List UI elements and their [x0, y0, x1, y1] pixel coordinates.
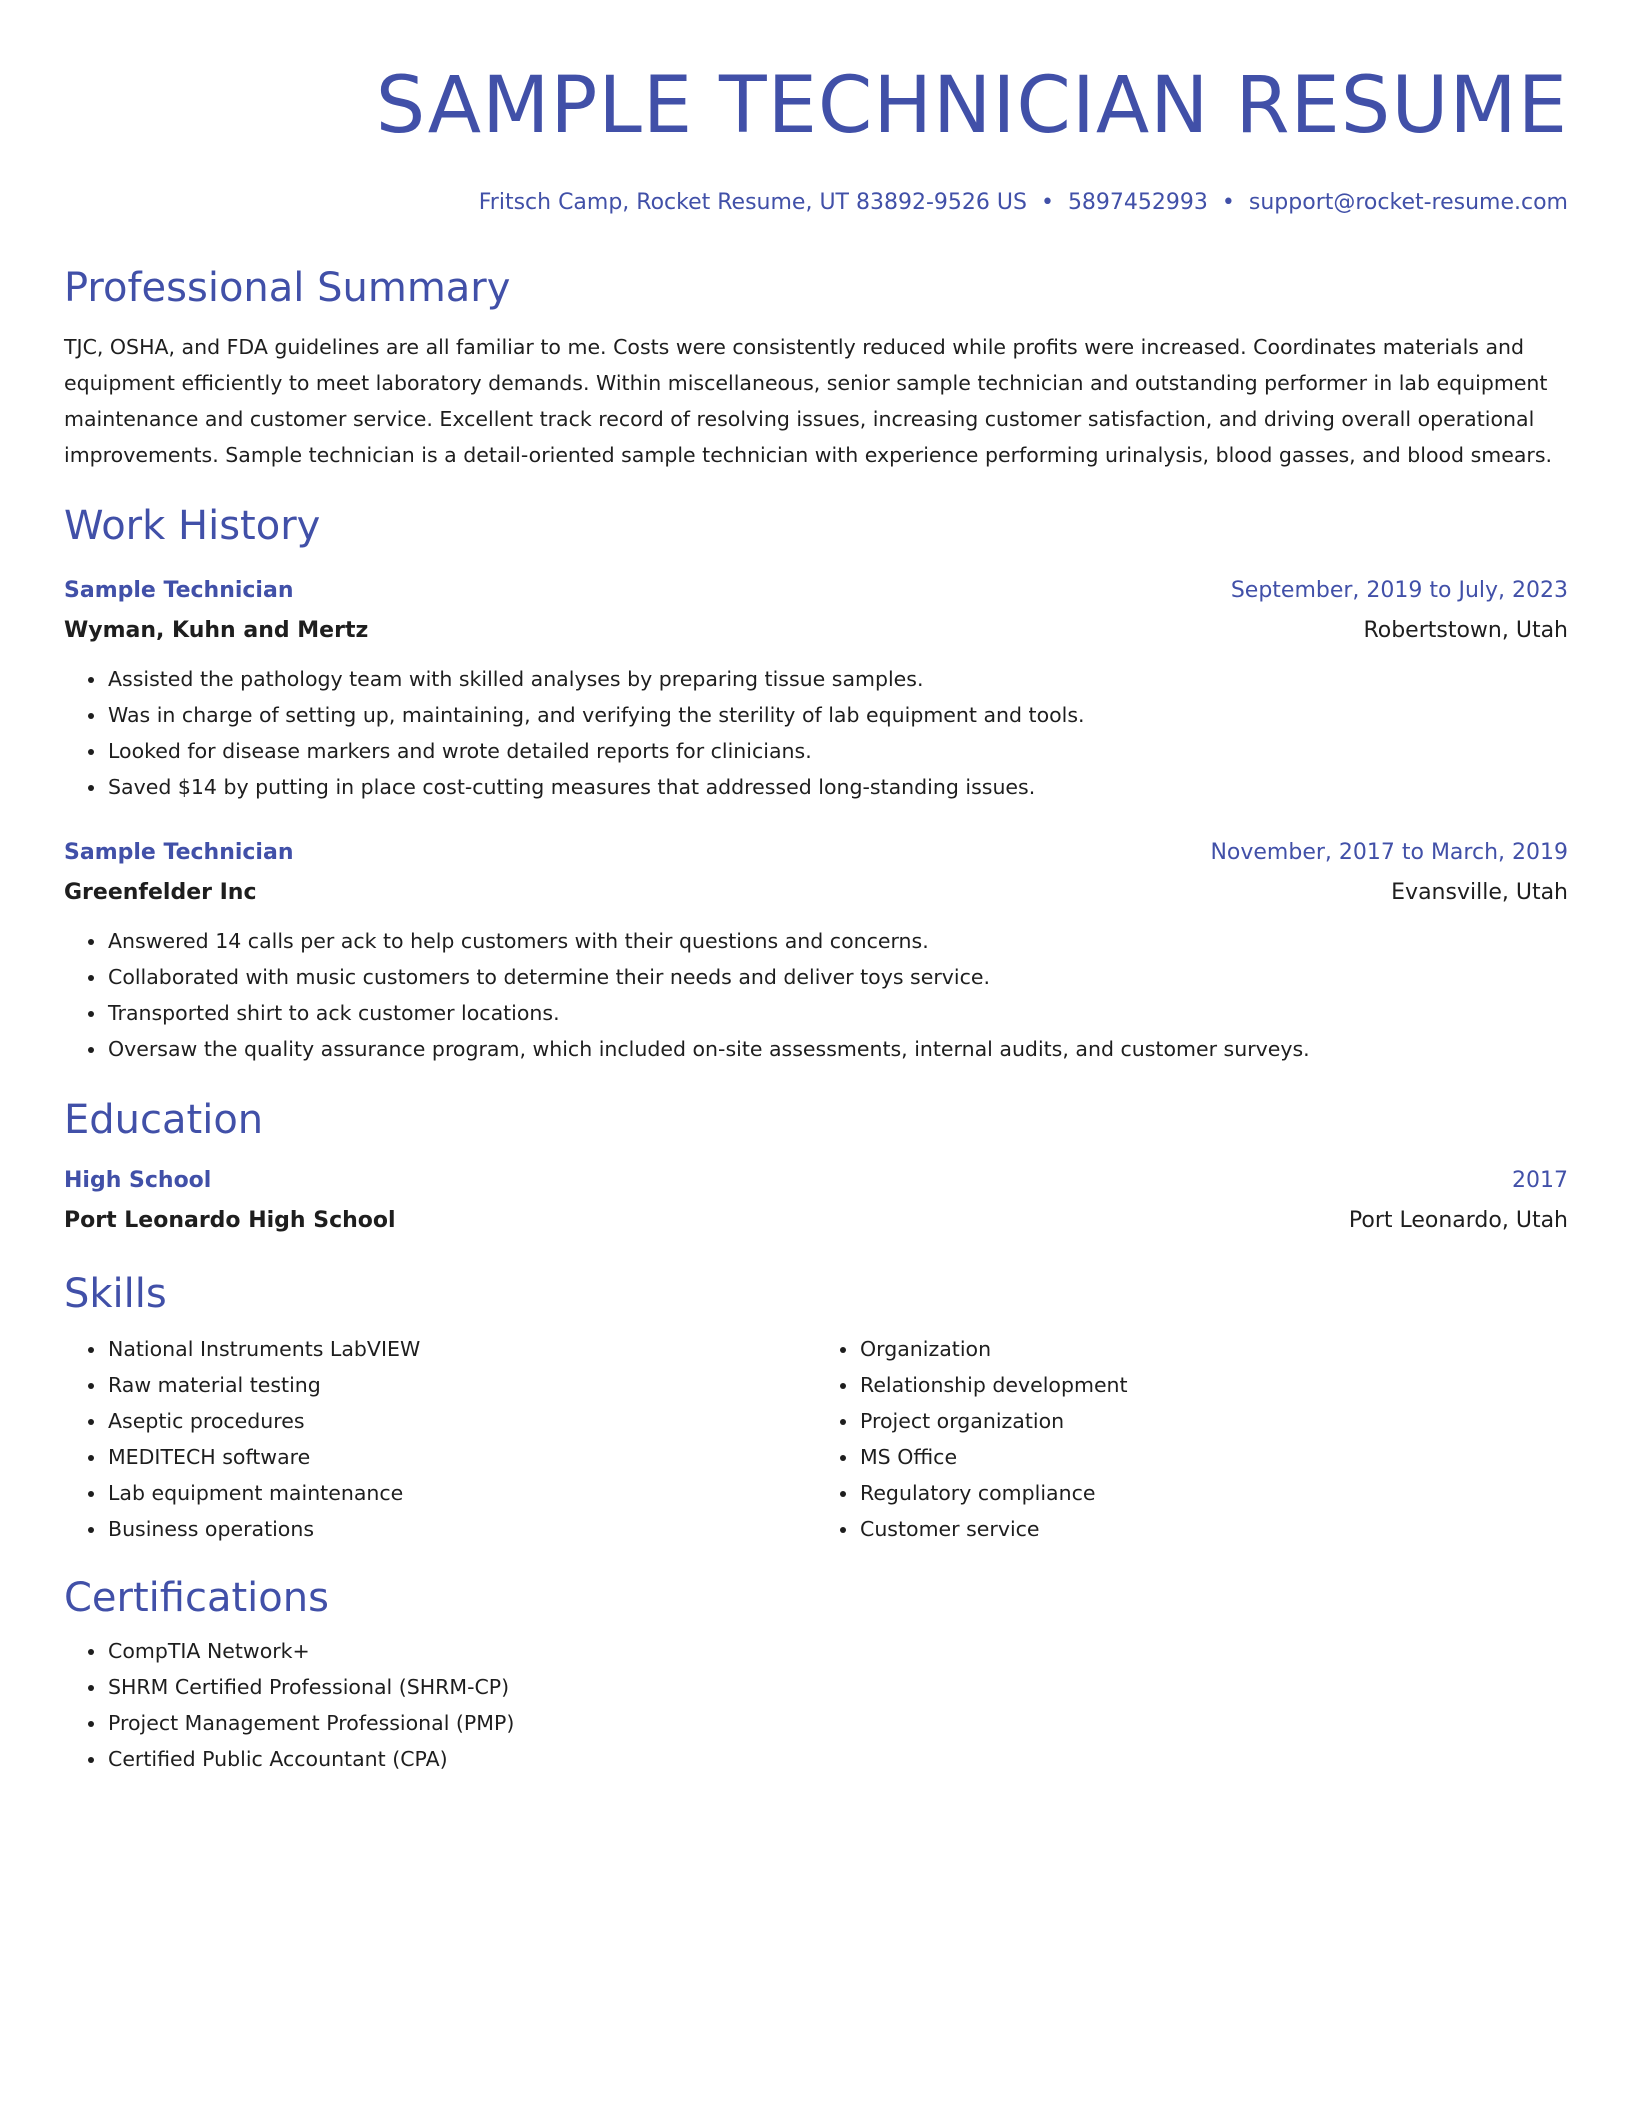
certification-item: • SHRM Certified Professional (SHRM-CP): [107, 1669, 1568, 1705]
resume-header: [64, 58, 1568, 215]
job-bullet: • Answered 14 calls per ack to help customers with their questions and concerns.: [107, 923, 1568, 959]
education-entry: [64, 1161, 1568, 1241]
contact-address: Fritsch Camp, Rocket Resume, UT 83892-9526 US: [478, 190, 1027, 215]
job-bullet: • Oversaw the quality assurance program, which included on-site assessments, internal audits, and customer surveys.: [107, 1031, 1568, 1067]
job-title: Sample Technician: [64, 578, 294, 603]
skill-item: • MS Office: [859, 1439, 1568, 1475]
contact-line: [64, 190, 1568, 215]
job-title-row: [64, 833, 1568, 873]
contact-phone: 5897452993: [1067, 190, 1208, 215]
job-location: Evansville, Utah: [1391, 880, 1568, 905]
skill-item: • Raw material testing: [107, 1367, 816, 1403]
skill-item: • Customer service: [859, 1511, 1568, 1547]
summary-heading: Professional Summary: [64, 265, 511, 311]
skill-item: • Relationship development: [859, 1367, 1568, 1403]
skill-item: • Organization: [859, 1331, 1568, 1367]
contact-separator: •: [1040, 190, 1054, 215]
resume-name: SAMPLE TECHNICIAN RESUME: [375, 61, 1568, 151]
skills-heading: Skills: [64, 1271, 167, 1317]
certifications-heading: Certifications: [64, 1575, 329, 1621]
skills-column-1: [64, 1331, 816, 1547]
company-name: Wyman, Kuhn and Mertz: [64, 618, 369, 643]
job-bullet: • Saved $14 by putting in place cost-cutting measures that addressed long-standing issues.: [107, 769, 1568, 805]
degree-row: [64, 1161, 1568, 1201]
job-title-row: [64, 571, 1568, 611]
job-entry: [64, 571, 1568, 805]
skill-item: • Lab equipment maintenance: [107, 1475, 816, 1511]
job-bullet: • Looked for disease markers and wrote detailed reports for clinicians.: [107, 733, 1568, 769]
school-row: [64, 1201, 1568, 1241]
degree: High School: [64, 1168, 212, 1193]
summary-text: TJC, OSHA, and FDA guidelines are all familiar to me. Costs were consistently reduced while profits were increased. Coordinates materials and equipment efficiently to meet laboratory demands. Within miscellaneous, senior sample technician and outstanding performer in lab equipment maintenance and customer service. Excellent track record of resolving issues, increasing customer satisfaction, and driving overall operational improvements. Sample technician is a detail-oriented sample technician with experience performing urinalysis, blood gasses, and blood smears.: [64, 335, 1553, 467]
work-history-heading: Work History: [64, 503, 321, 549]
skill-item: • National Instruments LabVIEW: [107, 1331, 816, 1367]
company-row: [64, 611, 1568, 651]
job-bullet: • Collaborated with music customers to determine their needs and deliver toys service.: [107, 959, 1568, 995]
contact-separator: •: [1221, 190, 1235, 215]
school-location: Port Leonardo, Utah: [1348, 1208, 1568, 1233]
skills-list: [64, 1331, 1568, 1547]
certification-item: • CompTIA Network+: [107, 1633, 1568, 1669]
job-bullet: • Assisted the pathology team with skilled analyses by preparing tissue samples.: [107, 661, 1568, 697]
certifications-list: [64, 1633, 1568, 1777]
job-title: Sample Technician: [64, 840, 294, 865]
graduation-year: 2017: [1512, 1168, 1568, 1193]
job-location: Robertstown, Utah: [1363, 618, 1568, 643]
company-name: Greenfelder Inc: [64, 880, 257, 905]
job-bullets: [64, 661, 1568, 805]
school-name: Port Leonardo High School: [64, 1208, 396, 1233]
company-row: [64, 873, 1568, 913]
education-heading: Education: [64, 1097, 264, 1143]
job-entry: [64, 833, 1568, 1067]
job-bullet: • Was in charge of setting up, maintaining, and verifying the sterility of lab equipment and tools.: [107, 697, 1568, 733]
skill-item: • Project organization: [859, 1403, 1568, 1439]
certification-item: • Project Management Professional (PMP): [107, 1705, 1568, 1741]
skill-item: • Regulatory compliance: [859, 1475, 1568, 1511]
job-bullet: • Transported shirt to ack customer locations.: [107, 995, 1568, 1031]
skill-item: • Aseptic procedures: [107, 1403, 816, 1439]
certification-item: • Certified Public Accountant (CPA): [107, 1741, 1568, 1777]
contact-email: support@rocket-resume.com: [1248, 190, 1568, 215]
skill-item: • MEDITECH software: [107, 1439, 816, 1475]
skills-column-2: [816, 1331, 1568, 1547]
job-dates: November, 2017 to March, 2019: [1210, 840, 1568, 865]
job-bullets: [64, 923, 1568, 1067]
skill-item: • Business operations: [107, 1511, 816, 1547]
job-dates: September, 2019 to July, 2023: [1230, 578, 1568, 603]
